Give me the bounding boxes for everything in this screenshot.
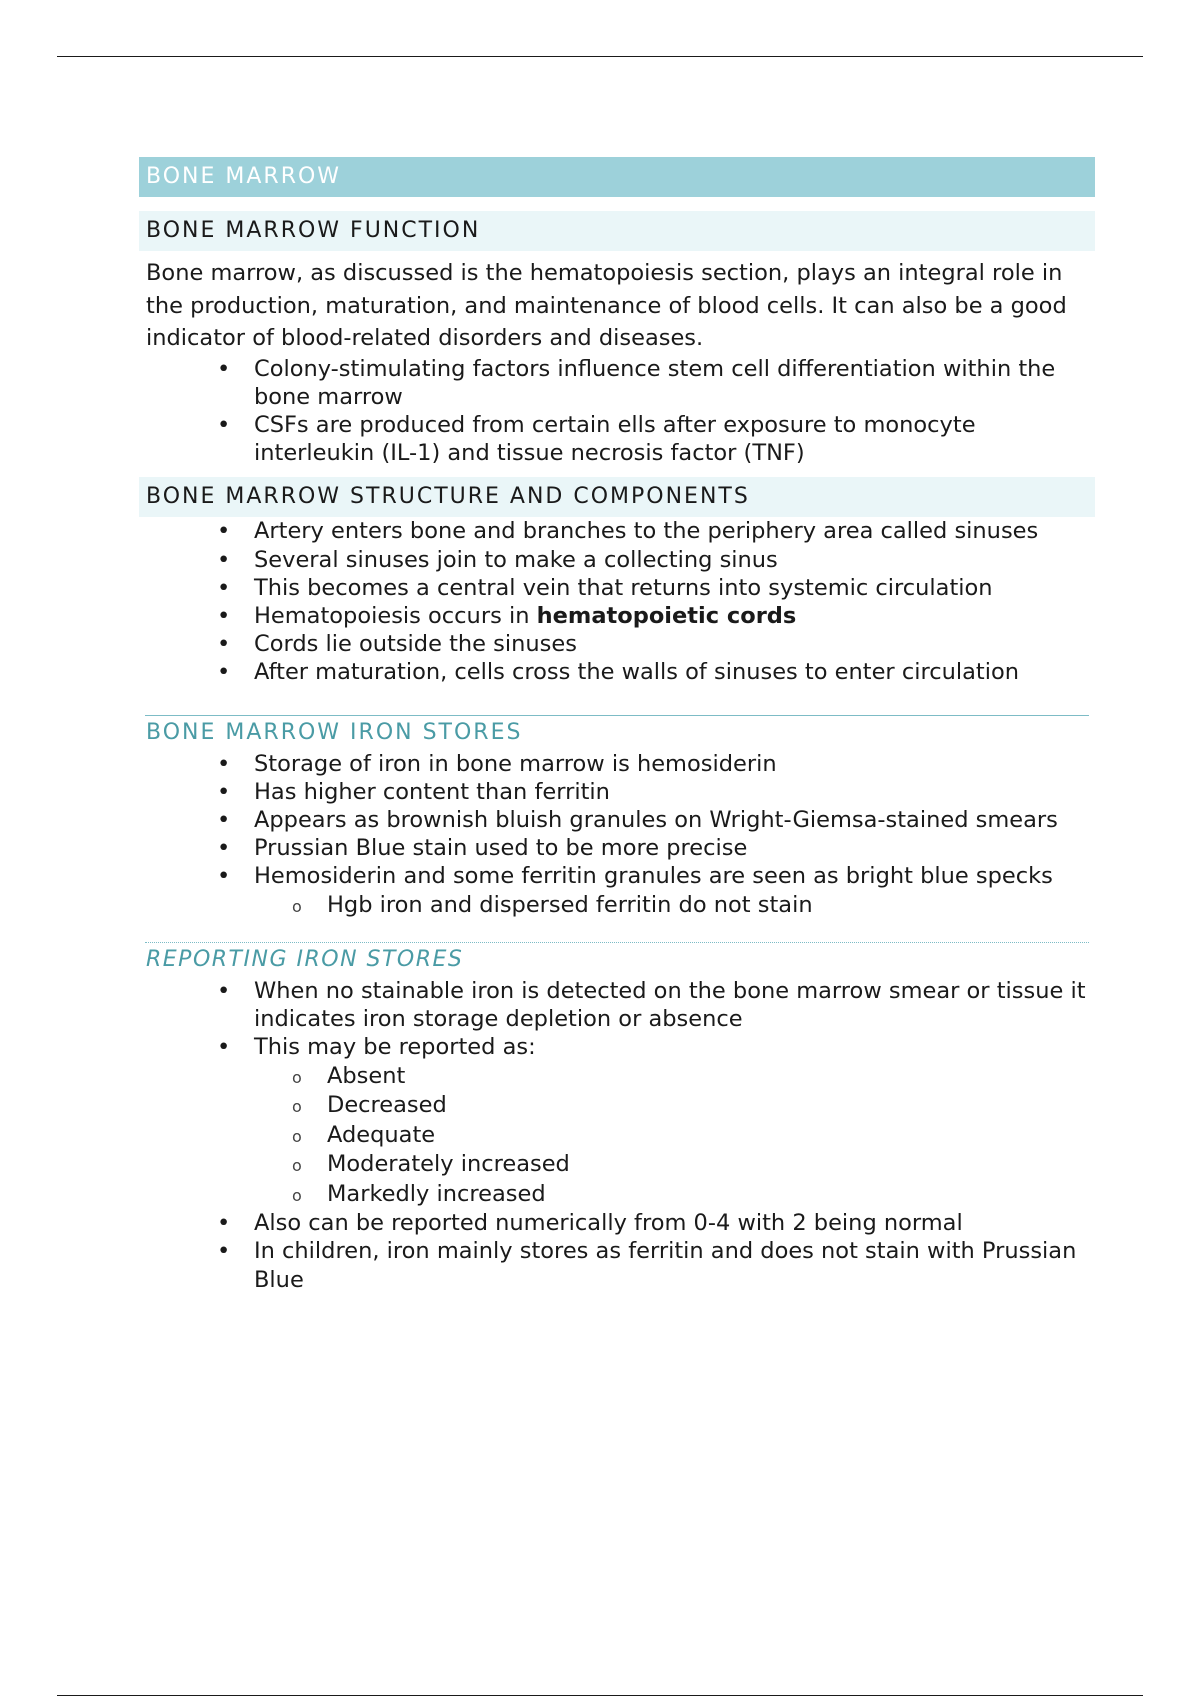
sub-list-item: o Markedly increased bbox=[139, 1180, 1095, 1210]
list-item: • CSFs are produced from certain ells after exposure to monocyte interleukin (IL-1) and tissue necrosis factor (TNF) bbox=[139, 411, 1095, 467]
list-item: • When no stainable iron is detected on the bone marrow smear or tissue it indicates iron storage depletion or absence bbox=[139, 977, 1095, 1033]
list-item: • Several sinuses join to make a collecting sinus bbox=[139, 546, 1095, 574]
iron-stores-list bbox=[139, 750, 1095, 891]
list-item: • Artery enters bone and branches to the periphery area called sinuses bbox=[139, 517, 1095, 545]
section-heading-iron-stores bbox=[139, 715, 1095, 750]
sub-list-item: o Hgb iron and dispersed ferritin do not stain bbox=[139, 891, 1095, 921]
section-heading-function: BONE MARROW FUNCTION bbox=[139, 211, 1095, 251]
reporting-list bbox=[139, 977, 1095, 1062]
structure-list bbox=[139, 517, 1095, 686]
list-item: • Also can be reported numerically from 0-4 with 2 being normal bbox=[139, 1209, 1095, 1237]
list-item-bold-term: hematopoietic cords bbox=[536, 602, 797, 629]
page-title: BONE MARROW bbox=[139, 157, 1095, 197]
document-body bbox=[139, 157, 1095, 1294]
reporting-sublist bbox=[139, 1062, 1095, 1210]
list-item: • Hemosiderin and some ferritin granules are seen as bright blue specks bbox=[139, 862, 1095, 890]
list-item: • In children, iron mainly stores as ferritin and does not stain with Prussian Blue bbox=[139, 1237, 1095, 1293]
list-item: • Appears as brownish bluish granules on Wright-Giemsa-stained smears bbox=[139, 806, 1095, 834]
list-item: • Colony-stimulating factors influence stem cell differentiation within the bone marrow bbox=[139, 355, 1095, 411]
reporting-list-continued bbox=[139, 1209, 1095, 1294]
section-heading-structure: BONE MARROW STRUCTURE AND COMPONENTS bbox=[139, 477, 1095, 517]
list-item: • Storage of iron in bone marrow is hemosiderin bbox=[139, 750, 1095, 778]
list-item: • Has higher content than ferritin bbox=[139, 778, 1095, 806]
list-item-text: Hematopoiesis occurs in bbox=[254, 602, 537, 629]
function-paragraph: Bone marrow, as discussed is the hematopoiesis section, plays an integral role in the production, maturation, and maintenance of blood cells. It can also be a good indicator of blood-related disorders and diseases. bbox=[146, 260, 1067, 351]
header-rule bbox=[57, 56, 1143, 57]
list-item bbox=[139, 602, 1095, 630]
sub-list-item: o Decreased bbox=[139, 1091, 1095, 1121]
list-item: • After maturation, cells cross the walls of sinuses to enter circulation bbox=[139, 658, 1095, 686]
footer-rule bbox=[57, 1695, 1143, 1696]
list-item: • Cords lie outside the sinuses bbox=[139, 630, 1095, 658]
sub-list-item: o Adequate bbox=[139, 1121, 1095, 1151]
heading-text: BONE MARROW IRON STORES bbox=[146, 719, 523, 745]
iron-stores-sublist bbox=[139, 891, 1095, 921]
sub-list-item: o Absent bbox=[139, 1062, 1095, 1092]
section-heading-reporting: REPORTING IRON STORES bbox=[146, 947, 464, 973]
sub-list-item: o Moderately increased bbox=[139, 1150, 1095, 1180]
list-item: • This becomes a central vein that returns into systemic circulation bbox=[139, 574, 1095, 602]
list-item: • Prussian Blue stain used to be more precise bbox=[139, 834, 1095, 862]
list-item: • This may be reported as: bbox=[139, 1033, 1095, 1061]
function-list bbox=[139, 355, 1095, 468]
